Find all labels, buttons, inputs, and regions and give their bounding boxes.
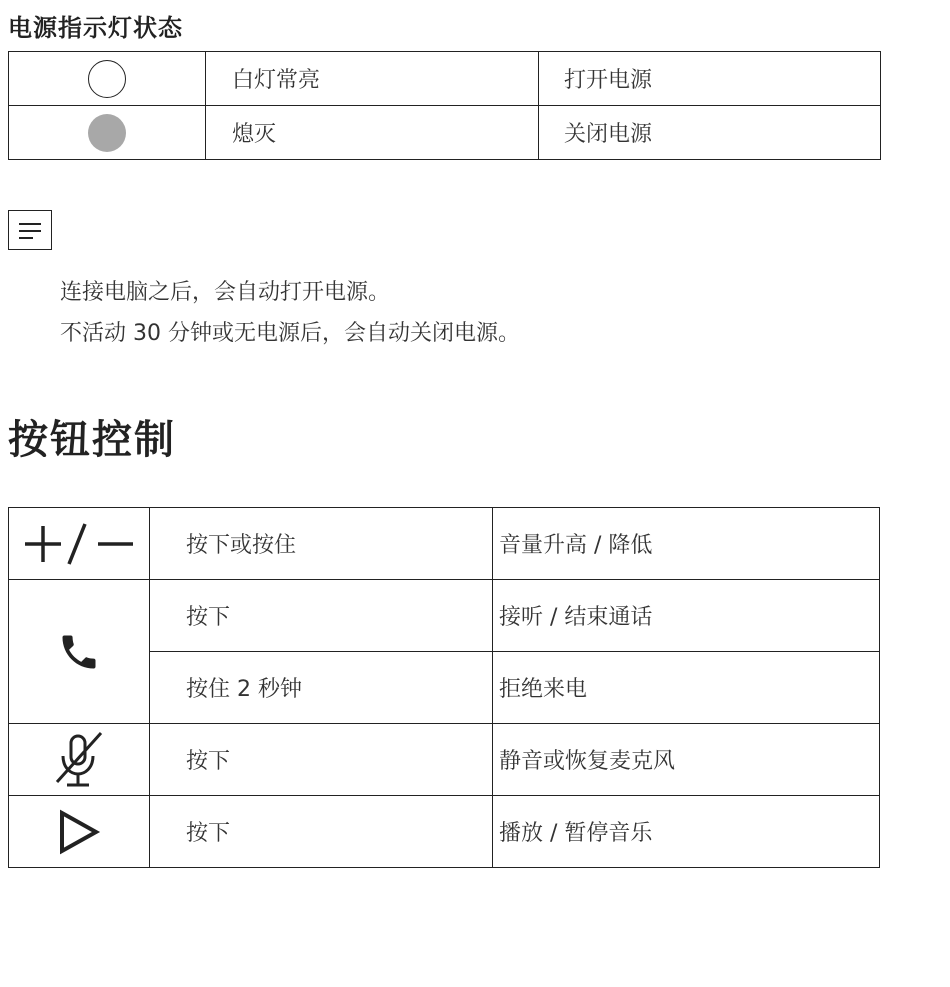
action-cell: 按下或按住 (150, 508, 493, 580)
button-control-table (8, 507, 880, 868)
note-text (60, 272, 520, 354)
icon-cell (9, 580, 150, 724)
table-row (9, 106, 881, 160)
table-row (9, 796, 880, 868)
note-line: 连接电脑之后，会自动打开电源。 (60, 280, 391, 305)
led-meaning-cell: 关闭电源 (539, 106, 881, 160)
table-row (9, 580, 880, 652)
led-state-cell: 白灯常亮 (206, 52, 539, 106)
play-icon (56, 819, 102, 844)
icon-cell (9, 796, 150, 868)
result-cell: 接听 / 结束通话 (493, 580, 880, 652)
result-cell: 播放 / 暂停音乐 (493, 796, 880, 868)
plus-slash-minus-icon (23, 531, 135, 556)
table-row (9, 508, 880, 580)
phone-icon (57, 639, 101, 664)
led-gray-dot-icon (88, 114, 126, 152)
note-icon (8, 210, 52, 250)
power-section-title: 电源指示灯状态 (8, 14, 183, 42)
action-cell: 按下 (150, 580, 493, 652)
note-line: 不活动 30 分钟或无电源后，会自动关闭电源。 (60, 321, 520, 346)
led-cell (9, 106, 206, 160)
action-cell: 按下 (150, 796, 493, 868)
power-indicator-table (8, 51, 881, 160)
action-cell: 按住 2 秒钟 (150, 652, 493, 724)
result-cell: 拒绝来电 (493, 652, 880, 724)
led-state-cell: 熄灭 (206, 106, 539, 160)
led-white-ring-icon (88, 60, 126, 98)
mic-mute-icon (51, 747, 107, 772)
icon-cell (9, 508, 150, 580)
table-row (9, 724, 880, 796)
result-cell: 静音或恢复麦克风 (493, 724, 880, 796)
table-row (9, 52, 881, 106)
led-cell (9, 52, 206, 106)
icon-cell (9, 724, 150, 796)
action-cell: 按下 (150, 724, 493, 796)
led-meaning-cell: 打开电源 (539, 52, 881, 106)
result-cell: 音量升高 / 降低 (493, 508, 880, 580)
page-heading: 按钮控制 (8, 417, 176, 463)
